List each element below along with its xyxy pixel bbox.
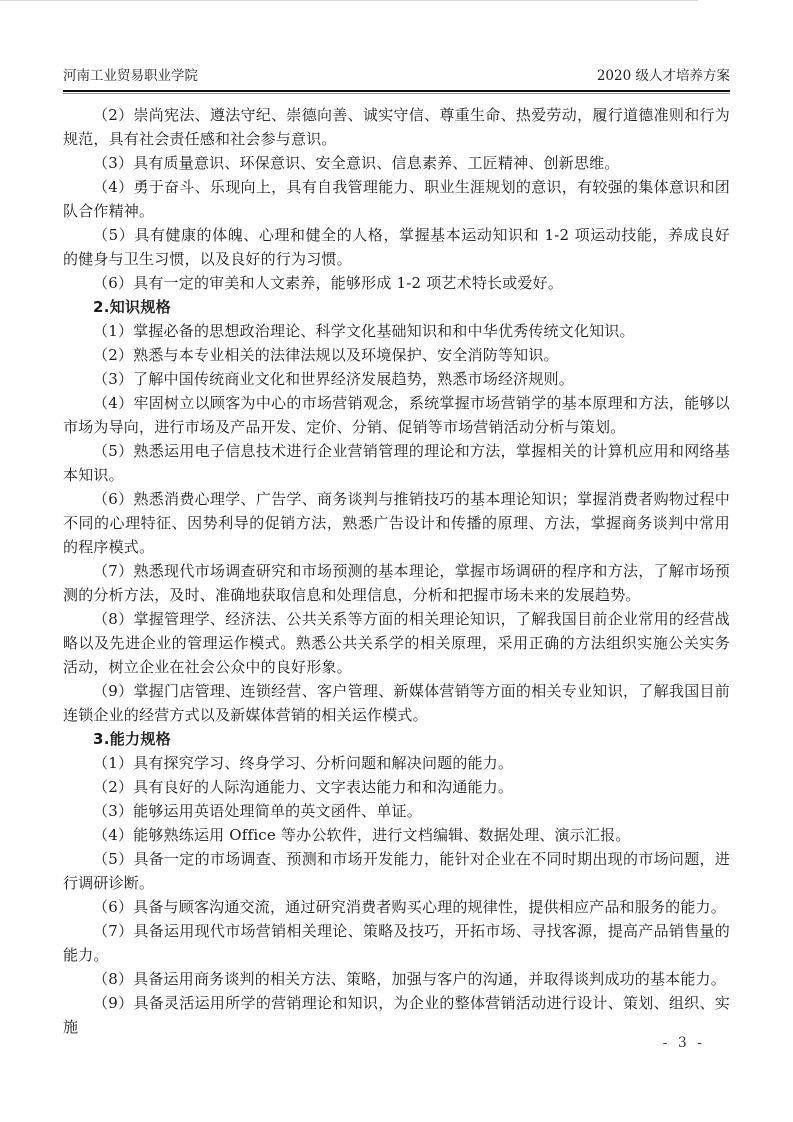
paragraph: （6）熟悉消费心理学、广告学、商务谈判与推销技巧的基本理论知识；掌握消费者购物过程中不同的心理特征、因势利导的促销方法，熟悉广告设计和传播的原理、方法，掌握商务谈判中常用的程序模式。 xyxy=(63,490,730,556)
paragraph: （9）掌握门店管理、连锁经营、客户管理、新媒体营销等方面的相关专业知识，了解我国目前连锁企业的经营方式以及新媒体营销的相关运作模式。 xyxy=(63,682,730,724)
section-heading: 2.知识规格 xyxy=(93,298,171,316)
paragraph: （5）熟悉运用电子信息技术进行企业营销管理的理论和方法，掌握相关的计算机应用和网络基本知识。 xyxy=(63,442,730,484)
paragraph: （2）崇尚宪法、遵法守纪、崇德向善、诚实守信、尊重生命、热爱劳动，履行道德准则和行为规范，具有社会责任感和社会参与意识。 xyxy=(63,106,730,148)
page-header xyxy=(63,66,730,86)
header-rule-thin xyxy=(63,93,730,94)
paragraph: （4）能够熟练运用 Office 等办公软件，进行文档编辑、数据处理、演示汇报。 xyxy=(93,826,631,844)
page-footer xyxy=(0,1033,705,1053)
header-rule xyxy=(63,90,730,94)
document-body xyxy=(63,103,730,1039)
header-school-name: 河南工业贸易职业学院 xyxy=(63,68,198,84)
paragraph: （3）具有质量意识、环保意识、安全意识、信息素养、工匠精神、创新思维。 xyxy=(93,154,620,172)
paragraph: （1）具有探究学习、终身学习、分析问题和解决问题的能力。 xyxy=(93,754,514,772)
page-number: - 3 - xyxy=(662,1035,705,1051)
paragraph: （4）牢固树立以顾客为中心的市场营销观念，系统掌握市场营销学的基本原理和方法，能够以市场为导向，进行市场及产品开发、定价、分销、促销等市场营销活动分析与策划。 xyxy=(63,394,730,436)
paragraph: （9）具备灵活运用所学的营销理论和知识，为企业的整体营销活动进行设计、策划、组织、实施 xyxy=(63,994,730,1036)
scan-artifact-line xyxy=(0,0,698,1)
paragraph: （6）具有一定的审美和人文素养，能够形成 1-2 项艺术特长或爱好。 xyxy=(93,274,564,292)
header-rule-thick xyxy=(63,90,730,92)
paragraph: （7）熟悉现代市场调查研究和市场预测的基本理论，掌握市场调研的程序和方法，了解市场预测的分析方法，及时、准确地获取信息和处理信息，分析和把握市场未来的发展趋势。 xyxy=(63,562,730,604)
paragraph: （1）掌握必备的思想政治理论、科学文化基础知识和和中华优秀传统文化知识。 xyxy=(93,322,635,340)
paragraph: （3）了解中国传统商业文化和世界经济发展趋势，熟悉市场经济规则。 xyxy=(93,370,574,388)
paragraph: （3）能够运用英语处理简单的英文函件、单证。 xyxy=(93,802,422,820)
section-heading: 3.能力规格 xyxy=(93,730,171,748)
paragraph: （5）具有健康的体魄、心理和健全的人格，掌握基本运动知识和 1-2 项运动技能，养成良好的健身与卫生习惯，以及良好的行为习惯。 xyxy=(63,226,730,268)
header-plan-title: 2020 级人才培养方案 xyxy=(596,68,730,84)
paragraph: （7）具备运用现代市场营销相关理论、策略及技巧，开拓市场、寻找客源，提高产品销售量的能力。 xyxy=(63,922,730,964)
paragraph: （2）具有良好的人际沟通能力、文字表达能力和和沟通能力。 xyxy=(93,778,514,796)
paragraph: （8）掌握管理学、经济法、公共关系等方面的相关理论知识，了解我国目前企业常用的经营战略以及先进企业的管理运作模式。熟悉公共关系学的相关原理，采用正确的方法组织实施公关实务活动，树立企业在社会公众中的良好形象。 xyxy=(63,610,730,676)
paragraph: （6）具备与顾客沟通交流，通过研究消费者购买心理的规律性，提供相应产品和服务的能力。 xyxy=(93,898,726,916)
paragraph: （8）具备运用商务谈判的相关方法、策略，加强与客户的沟通，并取得谈判成功的基本能力。 xyxy=(93,970,726,988)
paragraph: （5）具备一定的市场调查、预测和市场开发能力，能针对企业在不同时期出现的市场问题，进行调研诊断。 xyxy=(63,850,730,892)
paragraph: （4）勇于奋斗、乐现向上，具有自我管理能力、职业生涯规划的意识，有较强的集体意识和团队合作精神。 xyxy=(63,178,730,220)
paragraph: （2）熟悉与本专业相关的法律法规以及环境保护、安全消防等知识。 xyxy=(93,346,559,364)
